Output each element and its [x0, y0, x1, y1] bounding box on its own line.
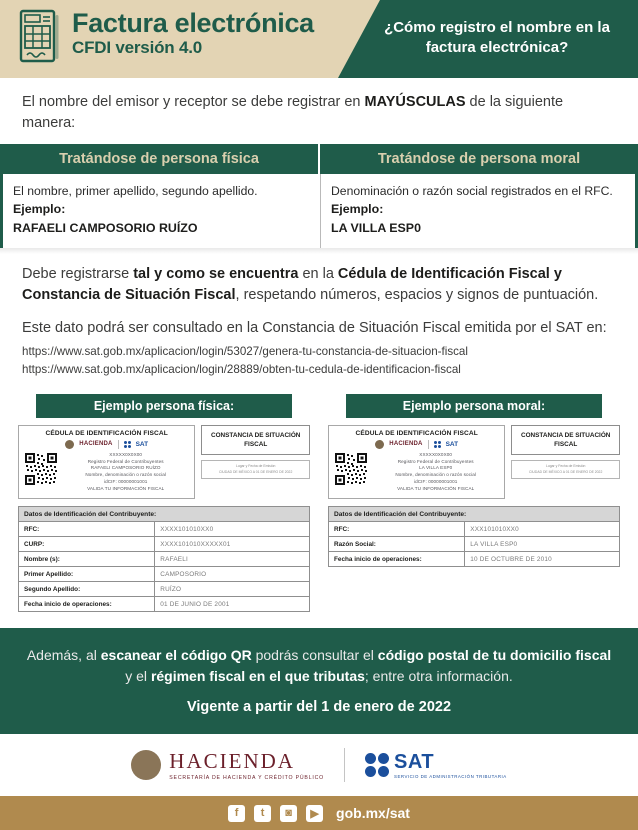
moral-constancia-sub — [511, 460, 620, 479]
fisica-cedula-main — [22, 452, 191, 493]
sat-dots-icon — [365, 753, 389, 777]
sat-wordmark: SAT — [445, 440, 459, 448]
fisica-constancia-sub — [201, 460, 310, 479]
hacienda-subtitle: SECRETARÍA DE HACIENDA Y CRÉDITO PÚBLICO — [169, 775, 325, 782]
row-value: RAFAELI — [160, 555, 188, 563]
fisica-cards — [18, 425, 310, 499]
gf-a: Además, al — [26, 647, 101, 664]
sat-wordmark: SAT — [135, 440, 149, 448]
cedula-line: Nombre, denominación o razón social — [395, 472, 476, 478]
row-key: Nombre (s): — [19, 552, 155, 566]
hacienda-name: HACIENDA — [169, 749, 295, 774]
sat-dots-icon — [434, 441, 441, 448]
row-value: LA VILLA ESP0 — [470, 540, 518, 548]
comparison-cell-moral — [320, 174, 638, 248]
comparison-cell-fisica — [0, 174, 320, 248]
logo-divider — [118, 440, 119, 449]
moral-table-head: Datos de Identificación del Contribuyente: — [329, 507, 619, 521]
table-row — [329, 537, 619, 552]
example-persona-moral — [328, 394, 620, 612]
constancia-sub-line: Lugar y Fecha de Emisión — [236, 464, 276, 469]
hacienda-wordmark: HACIENDA — [79, 441, 113, 448]
p1-bold-2: Cédula de Identificación Fiscal y Constancia de Situación Fiscal — [22, 265, 562, 303]
cedula-line: VALIDA TU INFORMACIÓN FISCAL — [87, 486, 165, 492]
row-key: Fecha inicio de operaciones: — [329, 552, 465, 566]
intro-before: El nombre del emisor y receptor se debe registrar en — [22, 94, 365, 110]
row-value: RUÍZO — [160, 585, 182, 593]
gf-d: y el — [125, 668, 151, 685]
cedula-line: Nombre, denominación o razón social — [85, 472, 166, 478]
url-cedula[interactable]: https://www.sat.gob.mx/aplicacion/login/28889/obten-tu-cedula-de-identificacion-fiscal — [22, 363, 461, 377]
table-row — [329, 552, 619, 566]
cedula-line: LA VILLA ESP0 — [419, 465, 453, 471]
fisica-description: El nombre, primer apellido, segundo apellido. — [13, 184, 258, 199]
header-question: ¿Cómo registro el nombre en la factura electrónica? — [384, 19, 610, 57]
paragraph-registration — [0, 254, 638, 306]
institution-logo-bar — [0, 734, 638, 796]
intro-text — [0, 78, 638, 144]
moral-cedula-title: CÉDULA DE IDENTIFICACIÓN FISCAL — [355, 429, 478, 437]
moral-cards — [328, 425, 620, 499]
sat-logo — [365, 751, 507, 779]
fisica-data-table — [18, 506, 310, 612]
p1-d: , respetando números, espacios y signos de puntuación. — [235, 286, 599, 303]
p1-c: en la — [298, 265, 338, 282]
cedula-line: idCIF: 00000001001 — [413, 479, 458, 485]
moral-cedula-main — [332, 452, 501, 493]
example-label-moral: Ejemplo persona moral: — [346, 394, 603, 418]
cedula-line: Registro Federal de Contribuyentes — [87, 458, 164, 464]
facebook-icon[interactable]: f — [228, 805, 245, 822]
hacienda-wordmark: HACIENDA — [389, 441, 423, 448]
row-key: RFC: — [329, 522, 465, 536]
gf-e: ; entre otra información. — [364, 668, 513, 685]
logo-divider — [428, 440, 429, 449]
cedula-line: XXXXX0X0X00 — [419, 451, 453, 457]
cedula-line: RAFAELI CAMPOSORIO RUÍZO — [90, 465, 161, 471]
url-list — [0, 339, 638, 380]
example-persona-fisica — [18, 394, 310, 612]
table-row — [19, 597, 309, 611]
fisica-table-head: Datos de Identificación del Contribuyente: — [19, 507, 309, 521]
table-row — [19, 537, 309, 552]
qr-code-icon — [334, 452, 368, 486]
row-key: Razón Social: — [329, 537, 465, 551]
p1-a: Debe registrarse — [22, 265, 134, 282]
cedula-line: idCIF: 00000001001 — [103, 479, 148, 485]
row-key: CURP: — [19, 537, 155, 551]
fisica-constancia-title: CONSTANCIA DE SITUACIÓN FISCAL — [201, 425, 310, 456]
moral-example-label: Ejemplo: — [331, 202, 384, 217]
gf-b1: escanear el código QR — [100, 647, 252, 664]
table-row — [19, 567, 309, 582]
table-row — [19, 582, 309, 597]
p1-bold-1: tal y como se encuentra — [133, 265, 299, 282]
header-brand — [18, 9, 314, 65]
row-value: CAMPOSORIO — [160, 570, 207, 578]
instagram-icon[interactable]: ◙ — [280, 805, 297, 822]
table-row — [329, 522, 619, 537]
twitter-icon[interactable]: t — [254, 805, 271, 822]
moral-constancia-card — [511, 425, 620, 479]
page-subtitle: CFDI versión 4.0 — [72, 38, 203, 58]
comparison-header-moral: Tratándose de persona moral — [318, 144, 638, 174]
cedula-line: Registro Federal de Contribuyentes — [397, 458, 474, 464]
moral-cedula-lines — [372, 452, 499, 493]
paragraph-consult: Este dato podrá ser consultado en la Constancia de Situación Fiscal emitida por el SAT en: — [22, 319, 607, 336]
row-value: XXX101010XX0 — [470, 525, 519, 533]
comparison-header-row — [0, 144, 638, 174]
eagle-emblem-icon — [65, 440, 74, 449]
moral-data-table — [328, 506, 620, 567]
moral-example-value: LA VILLA ESP0 — [331, 220, 421, 235]
row-value: 10 DE OCTUBRE DE 2010 — [470, 555, 552, 563]
footer-note — [26, 645, 612, 687]
table-row — [19, 552, 309, 567]
page-title: Factura electrónica — [72, 8, 314, 38]
constancia-sub-line: Lugar y Fecha de Emisión — [546, 464, 586, 469]
fisica-cedula-lines — [62, 452, 189, 493]
comparison-body-row — [0, 174, 638, 248]
youtube-icon[interactable]: ▶ — [306, 805, 323, 822]
sat-subtitle: SERVICIO DE ADMINISTRACIÓN TRIBUTARIA — [394, 774, 507, 780]
examples-section — [0, 380, 638, 612]
cedula-line: VALIDA TU INFORMACIÓN FISCAL — [397, 486, 475, 492]
social-bar — [0, 796, 638, 830]
green-footer — [0, 628, 638, 734]
row-key: RFC: — [19, 522, 155, 536]
row-key: Primer Apellido: — [19, 567, 155, 581]
eagle-emblem-icon — [131, 750, 161, 780]
hacienda-logo — [131, 749, 324, 781]
eagle-emblem-icon — [375, 440, 384, 449]
gf-b2: código postal de tu domicilio fiscal — [377, 647, 612, 664]
sat-name: SAT — [394, 751, 435, 774]
fisica-constancia-card — [201, 425, 310, 479]
gf-c: podrás consultar el — [251, 647, 378, 664]
fisica-example-value: RAFAELI CAMPOSORIO RUÍZO — [13, 220, 198, 235]
example-label-fisica: Ejemplo persona física: — [36, 394, 293, 418]
fisica-cedula-logos — [22, 440, 191, 449]
row-value: XXXX101010XX0 — [160, 525, 214, 533]
page-header — [0, 0, 638, 78]
invoice-document-icon — [18, 9, 62, 65]
moral-constancia-title: CONSTANCIA DE SITUACIÓN FISCAL — [511, 425, 620, 456]
fisica-cedula-title: CÉDULA DE IDENTIFICACIÓN FISCAL — [45, 429, 168, 437]
moral-cedula-card — [328, 425, 505, 499]
url-constancia[interactable]: https://www.sat.gob.mx/aplicacion/login/53027/genera-tu-constancia-de-situacion-fiscal — [22, 344, 468, 358]
fisica-example-label: Ejemplo: — [13, 202, 66, 217]
constancia-sub-line: CIUDAD DE MÉXICO A 01 DE ENERO DE 2022 — [529, 469, 603, 474]
row-value: 01 DE JUNIO DE 2001 — [160, 600, 230, 608]
cedula-line: XXXXX0X0X00 — [109, 451, 143, 457]
table-head-row — [19, 507, 309, 522]
table-row — [19, 522, 309, 537]
constancia-sub-line: CIUDAD DE MÉXICO A 01 DE ENERO DE 2022 — [219, 469, 293, 474]
site-url[interactable]: gob.mx/sat — [336, 805, 410, 822]
row-value: XXXX101010XXXXX01 — [160, 540, 231, 548]
row-key: Fecha inicio de operaciones: — [19, 597, 155, 611]
intro-after: de la siguiente manera: — [22, 94, 564, 132]
comparison-header-fisica: Tratándose de persona física — [59, 151, 259, 168]
moral-description: Denominación o razón social registrados en el RFC. — [331, 184, 613, 199]
fisica-cedula-card — [18, 425, 195, 499]
logo-divider — [344, 748, 345, 782]
gf-b3: régimen fiscal en el que tributas — [150, 668, 365, 685]
row-key: Segundo Apellido: — [19, 582, 155, 596]
validity-note: Vigente a partir del 1 de enero de 2022 — [186, 699, 452, 716]
sat-dots-icon — [124, 441, 131, 448]
qr-code-icon — [24, 452, 58, 486]
table-head-row — [329, 507, 619, 522]
intro-bold: MAYÚSCULAS — [364, 94, 466, 110]
moral-cedula-logos — [332, 440, 501, 449]
